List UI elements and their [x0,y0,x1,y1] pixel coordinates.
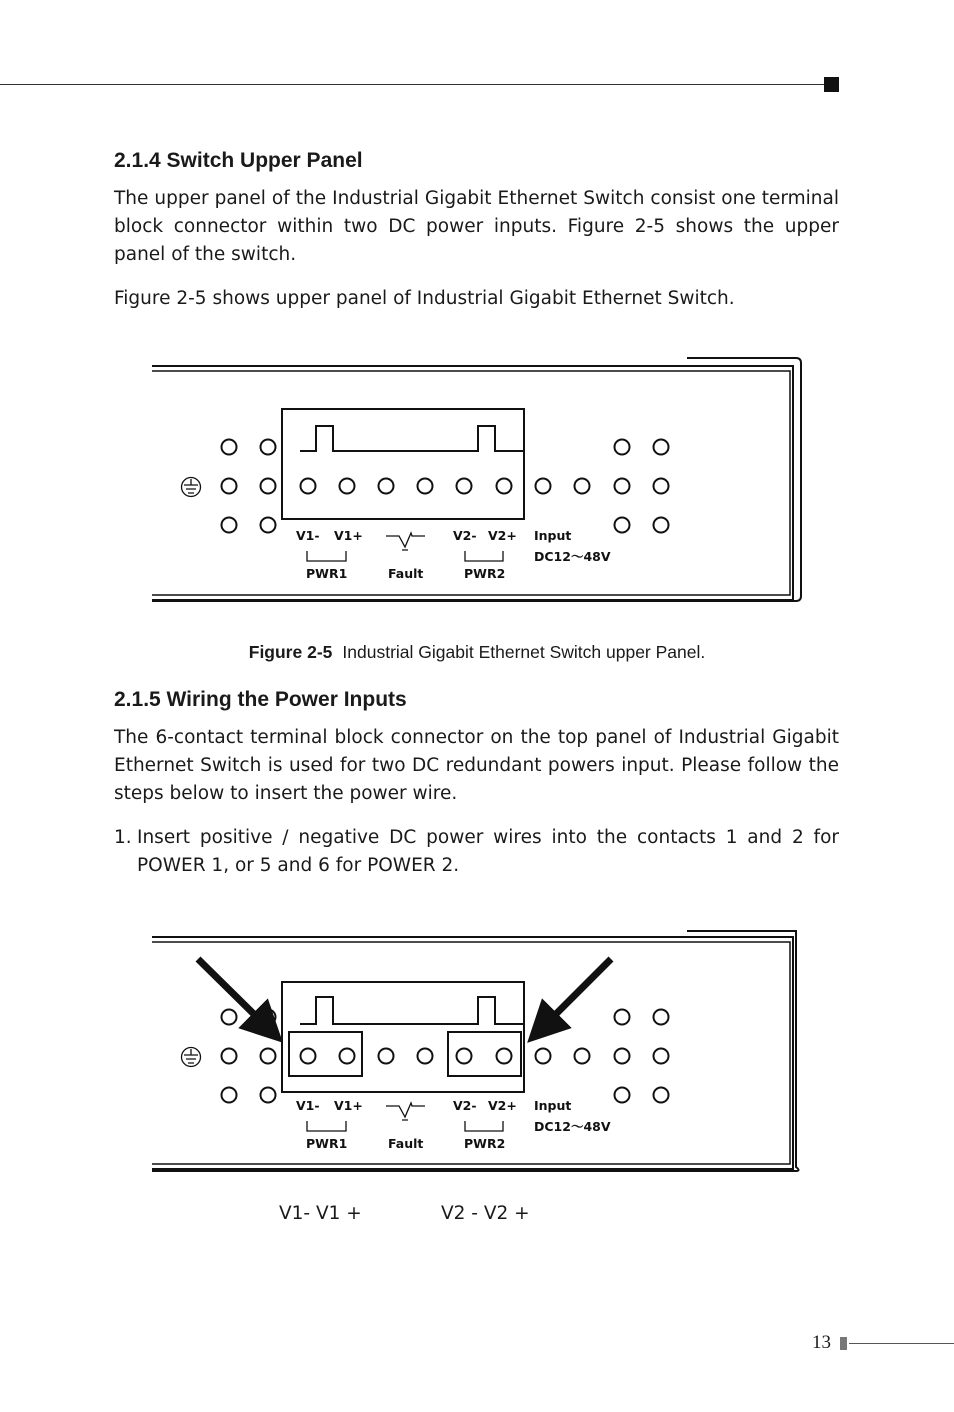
wiring-figure [150,928,805,1176]
footer-square-mark [840,1337,847,1350]
panel-outline [152,366,793,600]
footer-rule [849,1343,954,1344]
arrow-pwr1-icon [198,959,268,1028]
upper-panel-figure [150,355,805,605]
step-text: Insert positive / negative DC power wires into the contacts 1 and 2 for POWER 1, or 5 and 6 for POWER 2. [137,827,839,876]
dc-range-label: DC12～48V [534,1119,611,1134]
pwr2-contact-highlight [448,1032,521,1076]
fault-relay-icon [386,533,425,550]
input-label: Input [534,1098,572,1113]
v2-plus-label: V2+ [488,528,517,543]
pwr1-bracket [307,1121,346,1131]
figure-caption-label: Figure 2-5 [248,642,333,662]
wire-label-pwr2: V2 - V2 + [441,1203,530,1224]
pwr2-bracket [465,1121,503,1131]
wire-label-pwr1: V1- V1 + [279,1203,362,1224]
v1-minus-label: V1- [296,1098,320,1113]
figure-reference-text: Figure 2-5 shows upper panel of Industrial Gigabit Ethernet Switch. [114,288,735,309]
dc-range-label: DC12～48V [534,549,611,564]
fault-label: Fault [388,566,424,581]
fault-label: Fault [388,1136,424,1151]
v2-minus-label: V2- [453,1098,477,1113]
header-rule [0,84,826,85]
fault-relay-icon [386,1103,425,1120]
v2-minus-label: V2- [453,528,477,543]
ground-icon [182,1048,201,1067]
ground-icon [182,478,201,497]
upper-panel-description: The upper panel of the Industrial Gigabit Ethernet Switch consist one terminal block connector within two DC power inputs. Figure 2-5 shows the upper panel of the switch. [114,188,839,265]
figure-caption-text: Industrial Gigabit Ethernet Switch upper Panel. [342,642,706,662]
panel-outline [152,937,793,1169]
v1-plus-label: V1+ [334,528,363,543]
list-item-step-1 [114,824,839,880]
pwr1-label: PWR1 [306,566,348,581]
arrow-pwr2-icon [542,959,611,1028]
section-heading-wiring: 2.1.5 Wiring the Power Inputs [114,688,407,711]
pwr2-bracket [465,551,503,561]
pwr2-label: PWR2 [464,1136,506,1151]
figure-caption [0,642,954,663]
page-number: 13 [812,1332,831,1353]
pwr1-bracket [307,551,346,561]
section-heading-upper-panel: 2.1.4 Switch Upper Panel [114,149,363,172]
pwr1-label: PWR1 [306,1136,348,1151]
wiring-description: The 6-contact terminal block connector on the top panel of Industrial Gigabit Ethernet Switch is used for two DC redundant powers input. Please follow the steps below to insert the power wire. [114,727,839,804]
v2-plus-label: V2+ [488,1098,517,1113]
header-square-mark [824,77,839,92]
v1-minus-label: V1- [296,528,320,543]
input-label: Input [534,528,572,543]
v1-plus-label: V1+ [334,1098,363,1113]
step-number: 1. [114,827,132,848]
pwr2-label: PWR2 [464,566,506,581]
